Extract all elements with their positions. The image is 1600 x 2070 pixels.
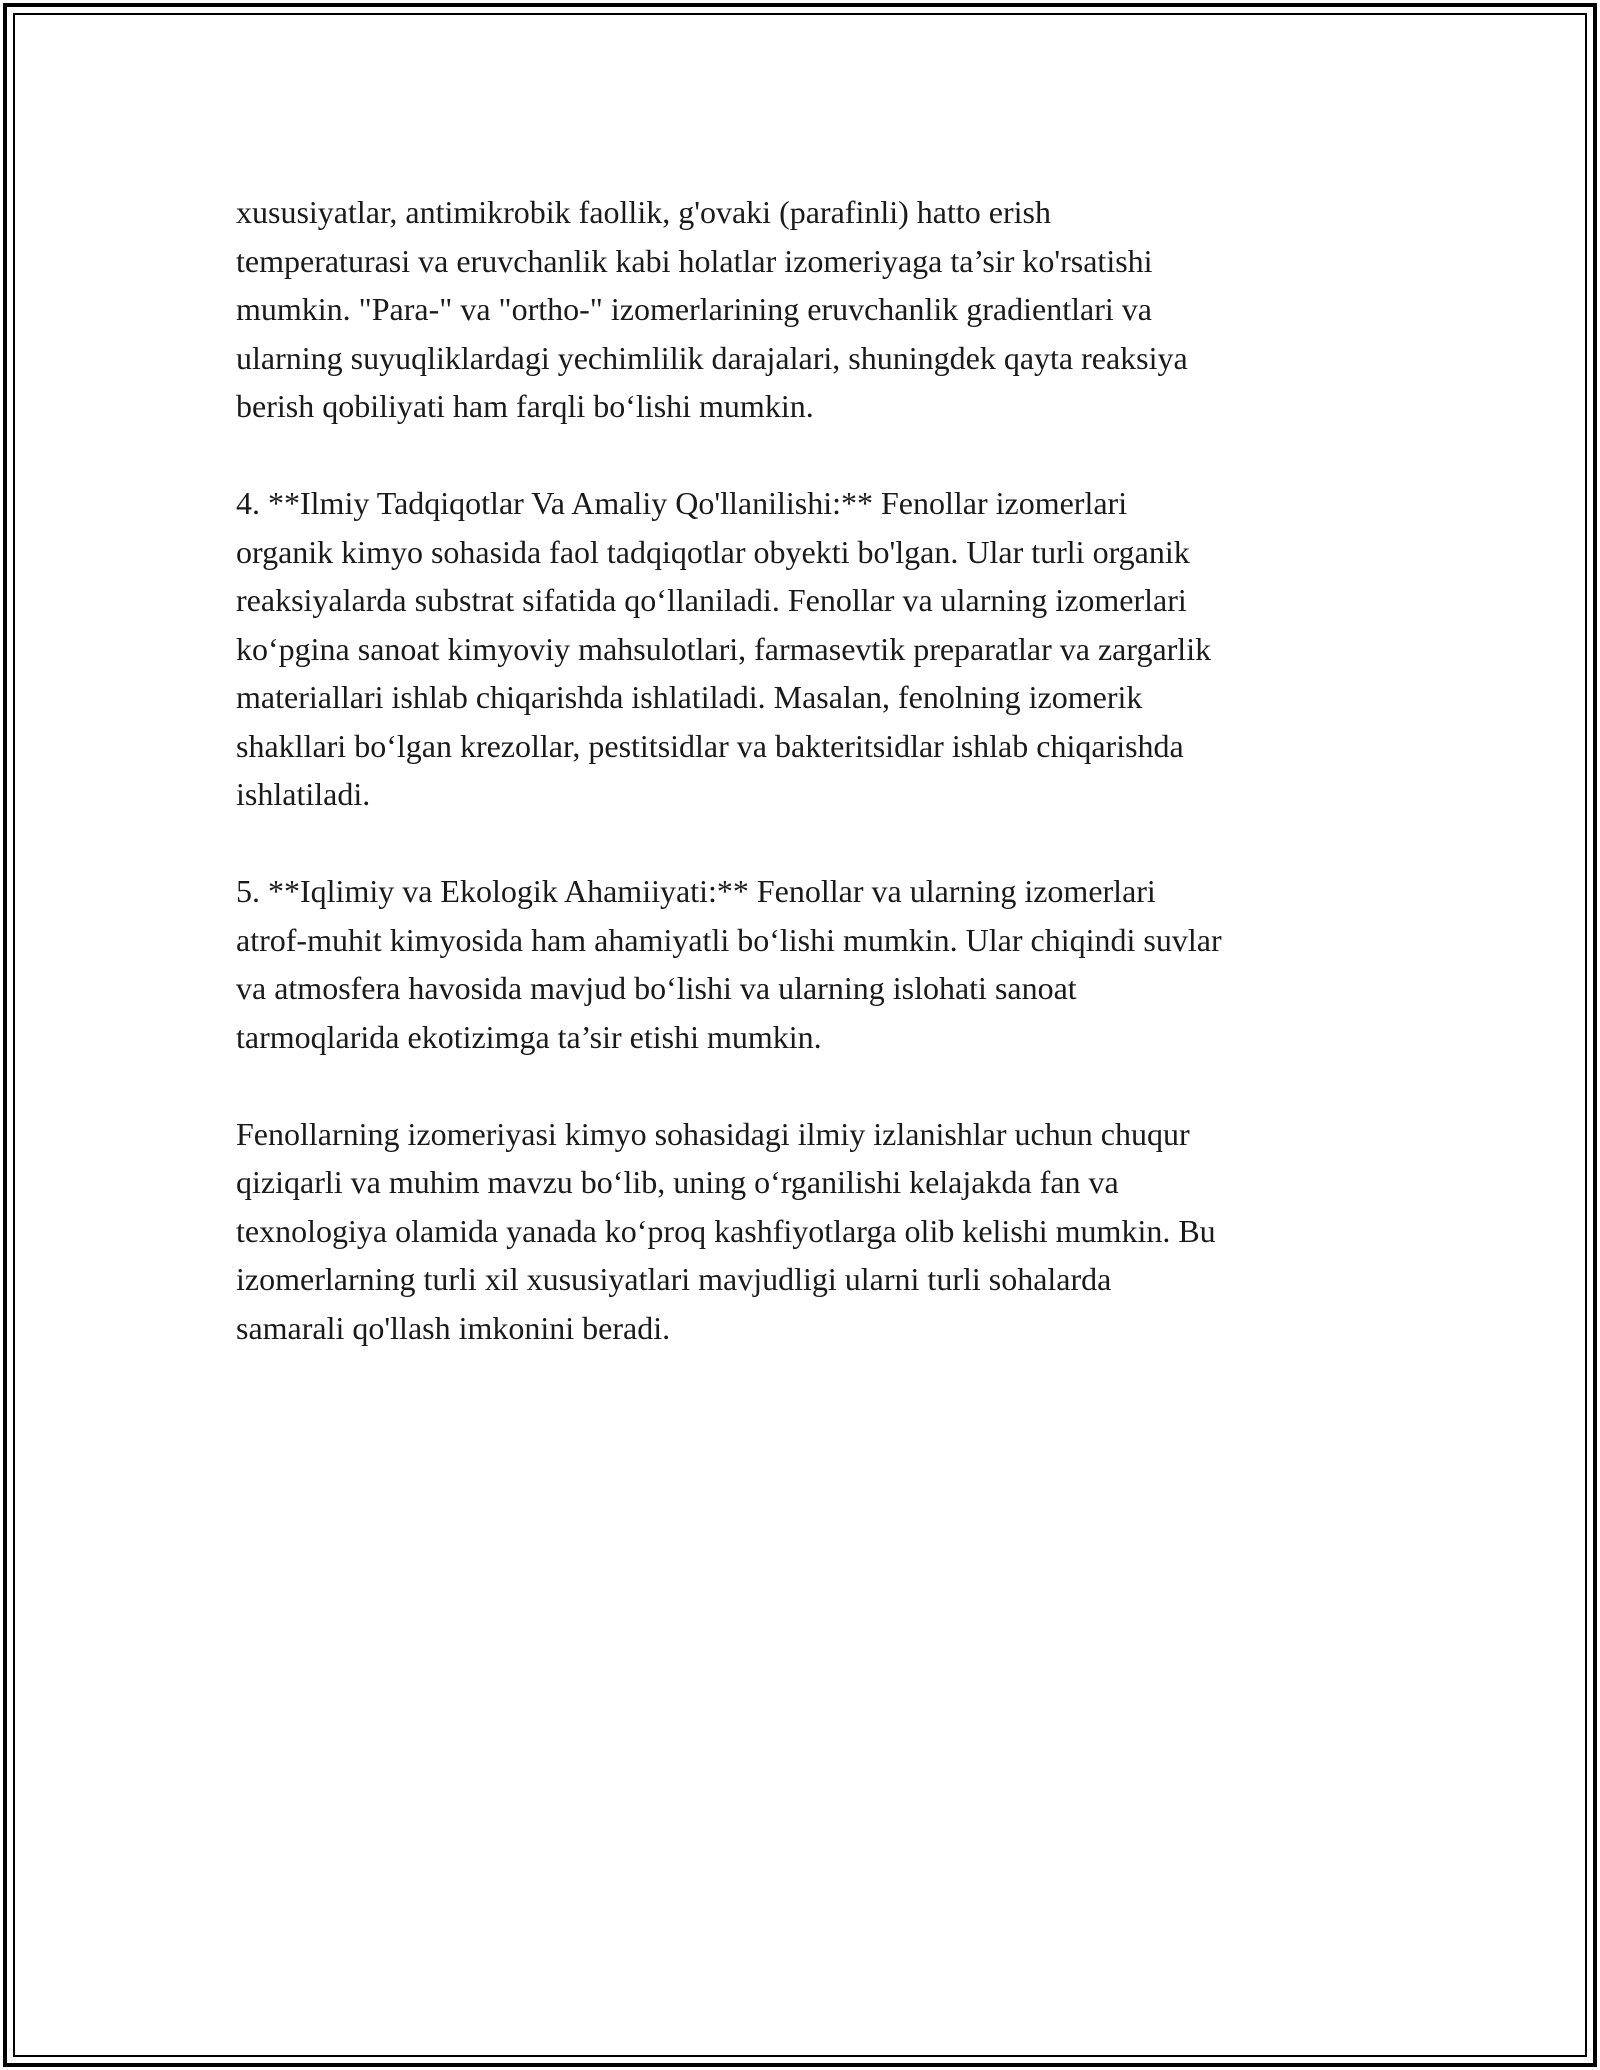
document-body [236,188,1366,1401]
paragraph-ecological-importance [236,867,1366,1061]
text-line: qiziqarli va muhim mavzu bo‘lib, uning o‘rganilishi kelajakda fan va [236,1164,1119,1200]
text-line: atrof-muhit kimyosida ham ahamiyatli bo‘lishi mumkin. Ular chiqindi suvlar [236,921,1222,958]
text-line: va atmosfera havosida mavjud bo‘lishi va ularning islohati sanoat [236,970,1077,1006]
text-line: reaksiyalarda substrat sifatida qo‘llaniladi. Fenollar va ularning izomerlari [236,582,1187,618]
text-line: ishlatiladi. [236,776,371,812]
text-line: organik kimyo sohasida faol tadqiqotlar obyekti bo'lgan. Ular turli organik [236,533,1190,570]
text-line: 4. **Ilmiy Tadqiqotlar Va Amaliy Qo'llanilishi:** Fenollar izomerlari [236,485,1128,521]
text-line: izomerlarning turli xil xususiyatlari mavjudligi ularni turli sohalarda [236,1261,1112,1297]
text-line: samarali qo'llash imkonini beradi. [236,1309,671,1346]
text-line: 5. **Iqlimiy va Ekologik Ahamiiyati:** Fenollar va ularning izomerlari [236,873,1156,909]
text-line: ko‘pgina sanoat kimyoviy mahsulotlari, farmasevtik preparatlar va zargarlik [236,630,1212,667]
text-line: materiallari ishlab chiqarishda ishlatiladi. Masalan, fenolning izomerik [236,679,1143,715]
paragraph-properties [236,188,1366,431]
text-line: temperaturasi va eruvchanlik kabi holatlar izomeriyaga ta’sir ko'rsatishi [236,242,1153,279]
text-line: ularning suyuqliklardagi yechimlilik darajalari, shuningdek qayta reaksiya [236,339,1188,376]
text-line: tarmoqlarida ekotizimga ta’sir etishi mumkin. [236,1018,822,1055]
text-line: Fenollarning izomeriyasi kimyo sohasidagi ilmiy izlanishlar uchun chuqur [236,1115,1190,1152]
text-line: mumkin. "Para-" va "ortho-" izomerlarining eruvchanlik gradientlari va [236,291,1152,327]
text-line: shakllari bo‘lgan krezollar, pestitsidlar va bakteritsidlar ishlab chiqarishda [236,727,1184,764]
paragraph-conclusion [236,1110,1366,1353]
paragraph-research-applications [236,479,1366,819]
text-line: berish qobiliyati ham farqli bo‘lishi mumkin. [236,388,814,424]
text-line: texnologiya olamida yanada ko‘proq kashfiyotlarga olib kelishi mumkin. Bu [236,1212,1216,1249]
text-line: xususiyatlar, antimikrobik faollik, g'ovaki (parafinli) hatto erish [236,194,1051,230]
